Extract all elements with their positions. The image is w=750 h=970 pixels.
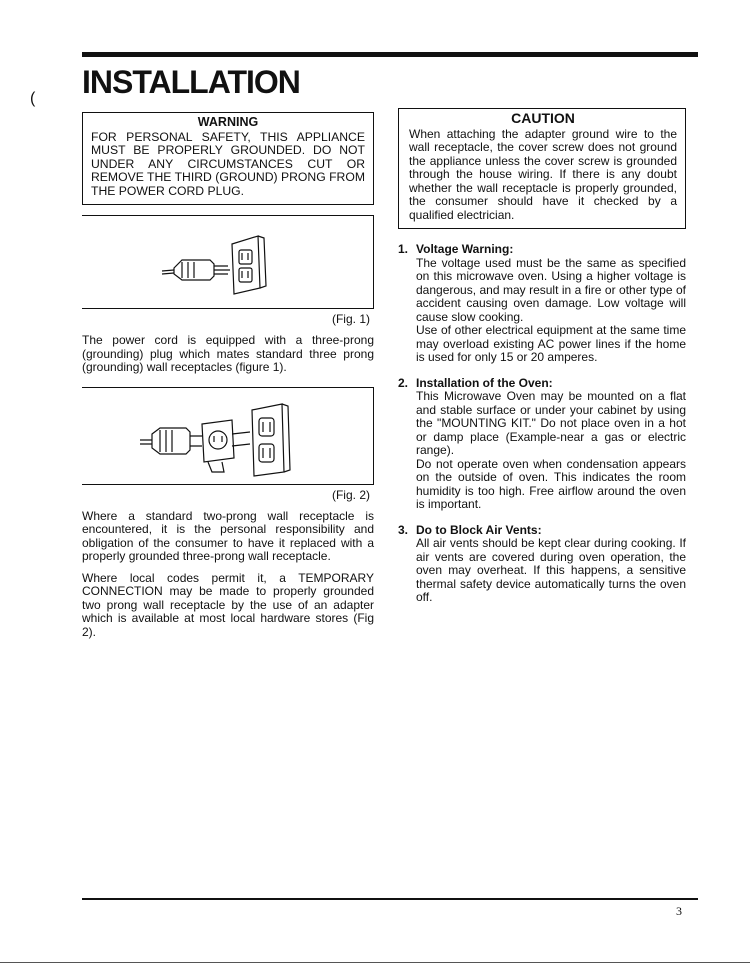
instruction-list bbox=[398, 243, 686, 605]
paragraph-two-prong: Where a standard two-prong wall receptacle is encountered, it is the personal responsibility and obligation of the consumer to have it replaced with a properly grounded three-prong wall receptacle. bbox=[82, 508, 374, 563]
three-prong-plug-illustration bbox=[82, 216, 374, 308]
figure-2-caption: (Fig. 2) bbox=[331, 487, 370, 502]
list-item bbox=[398, 377, 686, 512]
figure-1 bbox=[82, 215, 374, 309]
paragraph-temporary-connection: Where local codes permit it, a TEMPORARY CONNECTION may be made to properly grounded two prong wall receptacle by the use of an adapter which is available at most local hardware stores (Fig 2). bbox=[82, 570, 374, 639]
list-item-text: Use of other electrical equipment at the same time may overload existing AC power lines if the home is used for only 15 or 20 amperes. bbox=[416, 323, 686, 364]
list-item-text: The voltage used must be the same as specified on this microwave oven. Using a higher voltage is dangerous, and may result in a fire or other type of accident causing oven damage. Low voltage will cause slow cooking. bbox=[416, 255, 686, 324]
list-item-text: This Microwave Oven may be mounted on a flat and stable surface or under your cabinet by using the "MOUNTING KIT." Do not place oven in a hot or damp place (Example-near a gas or electric range). bbox=[416, 389, 686, 457]
warning-text: FOR PERSONAL SAFETY, THIS APPLIANCE MUST BE PROPERLY GROUNDED. DO NOT UNDER ANY CIRCUMSTANCES CUT OR REMOVE THE THIRD (GROUND) PRONG FROM THE POWER CORD PLUG. bbox=[91, 129, 365, 198]
top-rule bbox=[82, 52, 698, 57]
warning-box bbox=[82, 112, 374, 205]
page-title: INSTALLATION bbox=[82, 64, 300, 100]
list-item-title: Installation of the Oven: bbox=[416, 375, 553, 390]
list-item-number: 3. bbox=[398, 522, 409, 537]
list-item-title: Voltage Warning: bbox=[416, 242, 514, 256]
scan-edge-line bbox=[0, 962, 750, 963]
figure-2 bbox=[82, 387, 374, 485]
list-item-text: Do not operate oven when condensation appears on the outside of oven. This indicates the room humidity is too high. Free airflow around the oven is important. bbox=[416, 456, 686, 511]
figure-1-caption: (Fig. 1) bbox=[331, 312, 370, 326]
list-item-title: Do to Block Air Vents: bbox=[416, 522, 542, 537]
list-item-number: 2. bbox=[398, 375, 409, 390]
caution-heading: CAUTION bbox=[511, 110, 575, 126]
list-item-text: All air vents should be kept clear during cooking. If air vents are covered during oven operation, the oven may overheat. If this happens, a sensitive thermal safety device automatically turns the oven off. bbox=[416, 536, 686, 604]
left-column bbox=[82, 112, 374, 639]
warning-heading: WARNING bbox=[197, 115, 259, 129]
page-number: 3 bbox=[676, 904, 682, 918]
list-item bbox=[398, 524, 686, 605]
list-item bbox=[398, 243, 686, 365]
adapter-plug-illustration bbox=[82, 388, 374, 484]
caution-box bbox=[398, 108, 686, 229]
margin-mark: ( bbox=[30, 90, 36, 107]
paragraph-power-cord: The power cord is equipped with a three-prong (grounding) plug which mates standard three prong (grounding) wall receptacles (figure 1). bbox=[82, 333, 374, 374]
list-item-number: 1. bbox=[398, 242, 409, 256]
caution-text: When attaching the adapter ground wire to the wall receptacle, the cover screw does not ground the appliance unless the cover screw is grounded through the house wiring. If there is any doubt whether the wall receptacle is properly grounded, the consumer should have it checked by a qualified electrician. bbox=[409, 126, 677, 222]
bottom-rule bbox=[82, 898, 698, 900]
right-column bbox=[398, 108, 686, 617]
